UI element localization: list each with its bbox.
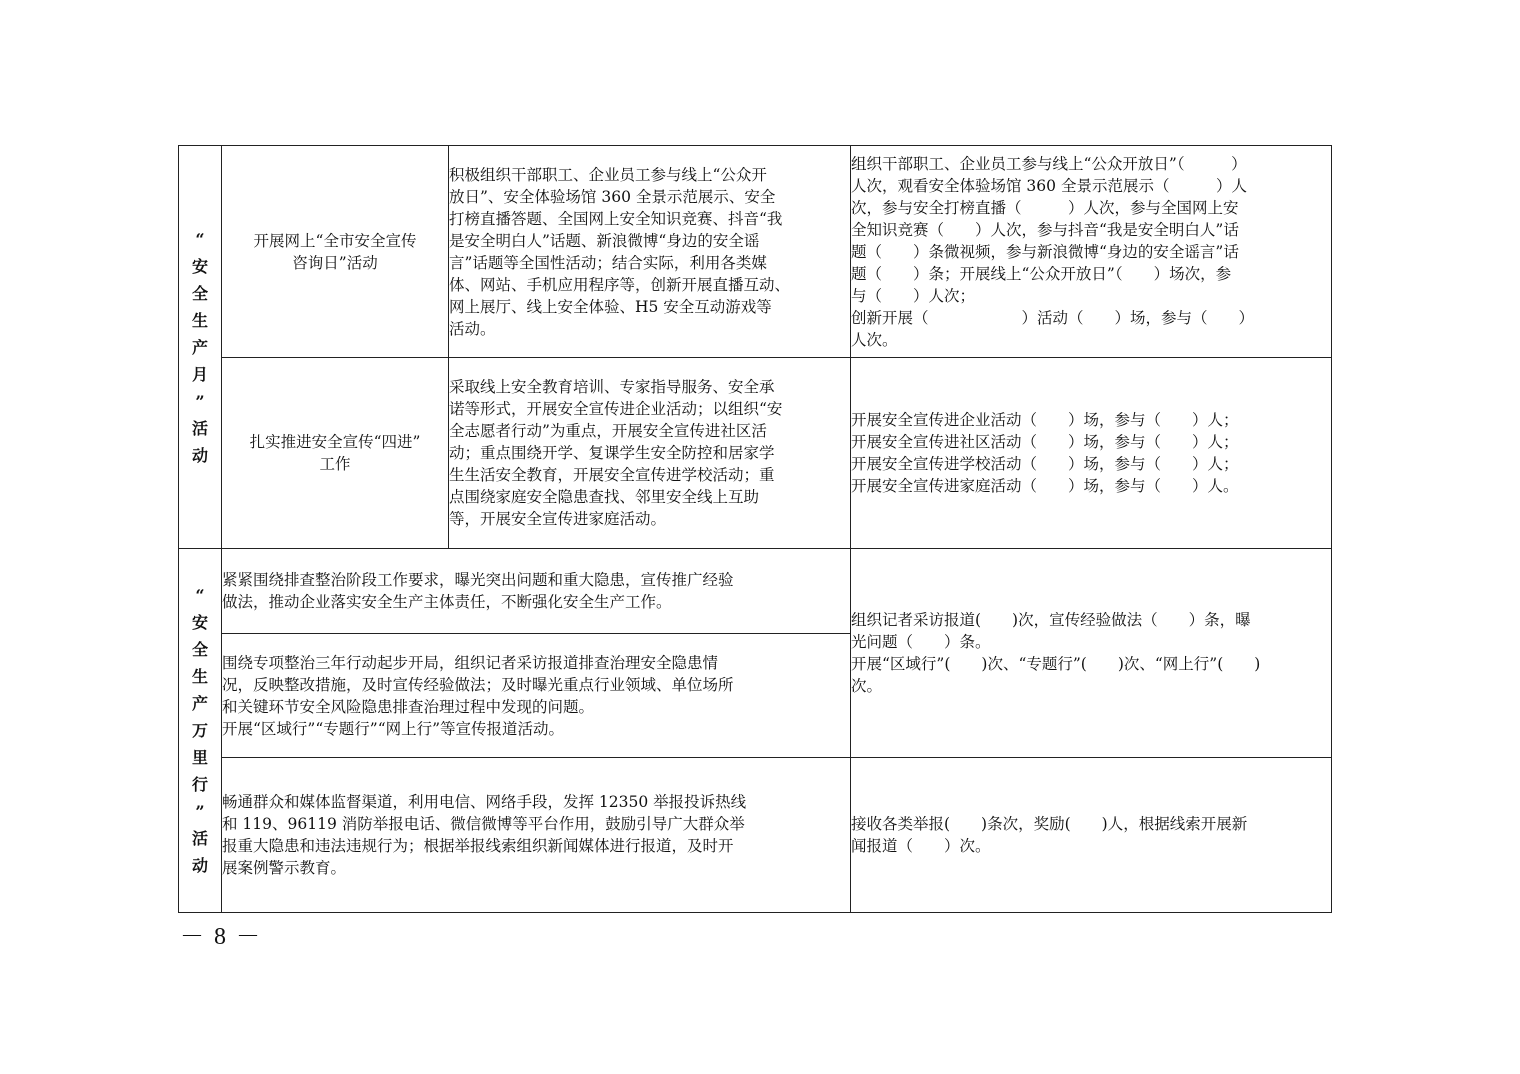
- activity-report: 组织记者采访报道( )次，宣传经验做法（ ）条，曝 光问题（ ）条。 开展“区域行”( )次、“专题行”( )次、“网上行”( ) 次。: [851, 611, 1261, 695]
- category-char: 动: [191, 856, 208, 875]
- activity-name: 扎实推进安全宣传“四进” 工作: [249, 433, 421, 473]
- activity-content: 围绕专项整治三年行动起步开局，组织记者采访报道排查治理安全隐患情 况，反映整改措施，及时宣传经验做法；及时曝光重点行业领域、单位场所 和关键环节安全风险隐患排查治理过程中发现的问题。 开展“区域行”“专题行”“网上行”等宣传报道活动。: [222, 653, 734, 738]
- activity-name-cell: [222, 146, 449, 358]
- table-row: [179, 758, 1332, 913]
- activity-report: 组织干部职工、企业员工参与线上“公众开放日”（ ） 人次，观看安全体验场馆 360 全景示范展示（ ）人 次，参与安全打榜直播（ ）人次，参与全国网上安 全知识竞赛（ ）人次，参与抖音“我是安全明白人”话 题（ ）条微视频，参与新浪微博“身边的安全谣言”话 题（ ）条；开展线上“公众开放日”（ ）场次，参 与（ ）人次； 创新开展（ ）活动（ ）场，参与（ ） 人次。: [851, 154, 1255, 349]
- category-char: 活: [191, 829, 208, 848]
- table-row: [179, 358, 1332, 549]
- activity-content: 紧紧围绕排查整治阶段工作要求，曝光突出问题和重大隐患，宣传推广经验 做法，推动企业落实安全生产主体责任，不断强化安全生产工作。: [222, 571, 734, 611]
- category-char: 产: [191, 694, 208, 713]
- activity-content-cell: [222, 549, 851, 634]
- category-char: ”: [195, 391, 205, 411]
- activity-report-cell: [851, 549, 1332, 758]
- activity-table: [178, 145, 1332, 913]
- category-char: “: [195, 586, 205, 605]
- activity-name-cell: [222, 358, 449, 549]
- table-row: [179, 549, 1332, 634]
- activity-content: 畅通群众和媒体监督渠道，利用电信、网络手段，发挥 12350 举报投诉热线 和 119、96119 消防举报电话、微信微博等平台作用，鼓励引导广大群众举 报重大隐患和违法违规行为；根据举报线索组织新闻媒体进行报道，及时开 展案例警示教育。: [222, 793, 747, 877]
- category-char: 产: [191, 337, 208, 357]
- category-cell-safety-journey: [179, 549, 222, 913]
- category-char: 安: [191, 256, 208, 276]
- activity-content-cell: [222, 758, 851, 913]
- category-char: 生: [191, 667, 208, 686]
- table-row: [179, 146, 1332, 358]
- category-char: 里: [191, 748, 208, 767]
- activity-report: 接收各类举报( )条次，奖励( )人，根据线索开展新 闻报道（ ）次。: [851, 815, 1248, 855]
- category-char: 全: [191, 640, 208, 659]
- category-char: ”: [195, 802, 205, 821]
- category-char: “: [195, 229, 205, 249]
- activity-content: 采取线上安全教育培训、专家指导服务、安全承 诺等形式，开展安全宣传进企业活动；以组织“安 全志愿者行动”为重点，开展安全宣传进社区活 动；重点围绕开学、复课学生安全防控和居家学 生生活安全教育，开展安全宣传进学校活动；重 点围绕家庭安全隐患查找、邻里安全线上互助 等，开展安全宣传进家庭活动。: [449, 378, 783, 528]
- category-char: 行: [191, 775, 208, 794]
- activity-content-cell: [222, 634, 851, 758]
- category-char: 生: [191, 310, 208, 330]
- activity-content-cell: [449, 146, 851, 358]
- activity-report-cell: [851, 358, 1332, 549]
- activity-report: 开展安全宣传进企业活动（ ）场，参与（ ）人； 开展安全宣传进社区活动（ ）场，参与（ ）人； 开展安全宣传进学校活动（ ）场，参与（ ）人； 开展安全宣传进家庭活动（ ）场，参与（ ）人。: [851, 411, 1239, 495]
- activity-report-cell: [851, 758, 1332, 913]
- activity-content: 积极组织干部职工、企业员工参与线上“公众开 放日”、安全体验场馆 360 全景示范展示、安全 打榜直播答题、全国网上安全知识竞赛、抖音“我 是安全明白人”话题、新浪微博“身边的安全谣 言”话题等全国性活动；结合实际，利用各类媒 体、网站、手机应用程序等，创新开展直播互动、 网上展厅、线上安全体验、H5 安全互动游戏等 活动。: [449, 165, 791, 338]
- activity-content-cell: [449, 358, 851, 549]
- category-char: 动: [191, 445, 208, 465]
- page-number: － 8 －: [180, 924, 262, 950]
- category-char: 活: [191, 418, 208, 438]
- category-char: 全: [191, 283, 208, 303]
- category-char: 安: [191, 613, 208, 632]
- activity-report-cell: [851, 146, 1332, 358]
- activity-name: 开展网上“全市安全宣传 咨询日”活动: [253, 231, 417, 272]
- category-char: 万: [191, 721, 208, 740]
- category-char: 月: [191, 364, 208, 384]
- category-cell-safety-month: [179, 146, 222, 549]
